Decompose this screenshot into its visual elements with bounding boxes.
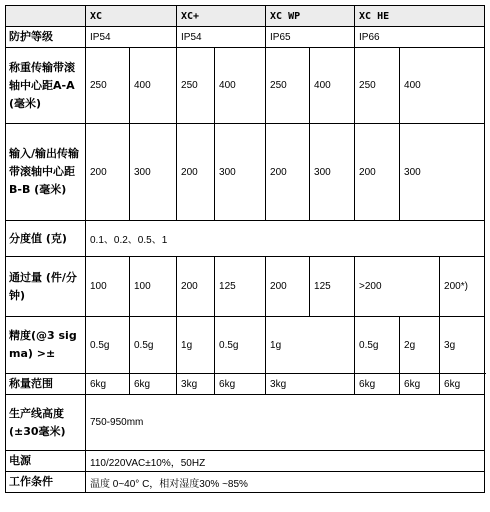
table-cell: 0.5g: [130, 317, 177, 374]
table-cell: 250: [86, 48, 130, 124]
table-cell: 0.5g: [86, 317, 130, 374]
power-value: 110/220VAC±10%，50HZ: [86, 451, 485, 472]
header-corner: [6, 6, 86, 27]
protection-xc-he: IP66: [355, 27, 485, 48]
table-cell: 6kg: [440, 374, 485, 395]
division-value: 0.1、0.2、0.5、1: [86, 221, 485, 257]
table-cell: 200: [86, 124, 130, 221]
header-xc-plus: XC+: [177, 6, 266, 27]
table-cell: >200: [355, 257, 440, 317]
row-division: [6, 221, 485, 257]
table-cell: 250: [355, 48, 400, 124]
row-accuracy: [6, 317, 485, 374]
table-cell: 400: [130, 48, 177, 124]
table-cell: 250: [177, 48, 215, 124]
table-cell: 300: [130, 124, 177, 221]
table-cell: 0.5g: [355, 317, 400, 374]
table-cell: 300: [400, 124, 485, 221]
io-distance-label: 输入/输出传输带滚轴中心距B-B (毫米): [6, 124, 86, 221]
accuracy-label: 精度(@3 sigma) >±: [6, 317, 86, 374]
row-weigh-distance: [6, 48, 485, 124]
table-cell: 250: [266, 48, 310, 124]
table-cell: 125: [310, 257, 355, 317]
header-xc-he: XC HE: [355, 6, 485, 27]
row-io-distance: [6, 124, 485, 221]
table-cell: 125: [215, 257, 266, 317]
row-throughput: [6, 257, 485, 317]
table-cell: 6kg: [130, 374, 177, 395]
table-cell: 100: [130, 257, 177, 317]
protection-label: 防护等级: [6, 27, 86, 48]
table-cell: 200: [355, 124, 400, 221]
table-cell: 1g: [266, 317, 355, 374]
spec-table: [5, 5, 485, 493]
table-cell: 200: [266, 257, 310, 317]
table-cell: 200: [177, 257, 215, 317]
table-cell: 400: [215, 48, 266, 124]
protection-xc: IP54: [86, 27, 177, 48]
table-cell: 100: [86, 257, 130, 317]
conditions-value: 温度 0~40° C，相对湿度30% ~85%: [86, 472, 485, 493]
conditions-label: 工作条件: [6, 472, 86, 493]
table-cell: 0.5g: [215, 317, 266, 374]
row-protection: [6, 27, 485, 48]
row-conditions: [6, 472, 485, 493]
header-row: [6, 6, 485, 27]
table-cell: 200: [266, 124, 310, 221]
table-cell: 2g: [400, 317, 440, 374]
line-height-value: 750-950mm: [86, 395, 485, 451]
table-cell: 200*): [440, 257, 485, 317]
table-cell: 6kg: [400, 374, 440, 395]
weigh-distance-label: 称重传输带滚轴中心距A-A (毫米): [6, 48, 86, 124]
protection-xc-plus: IP54: [177, 27, 266, 48]
table-cell: 3kg: [177, 374, 215, 395]
table-cell: 400: [310, 48, 355, 124]
table-cell: 1g: [177, 317, 215, 374]
table-cell: 3kg: [266, 374, 355, 395]
table-cell: 6kg: [86, 374, 130, 395]
header-xc-wp: XC WP: [266, 6, 355, 27]
table-cell: 6kg: [355, 374, 400, 395]
line-height-label: 生产线高度(±30毫米): [6, 395, 86, 451]
table-cell: 300: [215, 124, 266, 221]
weigh-range-label: 称量范围: [6, 374, 86, 395]
power-label: 电源: [6, 451, 86, 472]
header-xc: XC: [86, 6, 177, 27]
division-label: 分度值 (克): [6, 221, 86, 257]
row-power: [6, 451, 485, 472]
throughput-label: 通过量 (件/分钟): [6, 257, 86, 317]
table-cell: 300: [310, 124, 355, 221]
table-cell: 400: [400, 48, 485, 124]
protection-xc-wp: IP65: [266, 27, 355, 48]
table-cell: 6kg: [215, 374, 266, 395]
row-weigh-range: [6, 374, 485, 395]
table-cell: 200: [177, 124, 215, 221]
table-cell: 3g: [440, 317, 485, 374]
row-line-height: [6, 395, 485, 451]
